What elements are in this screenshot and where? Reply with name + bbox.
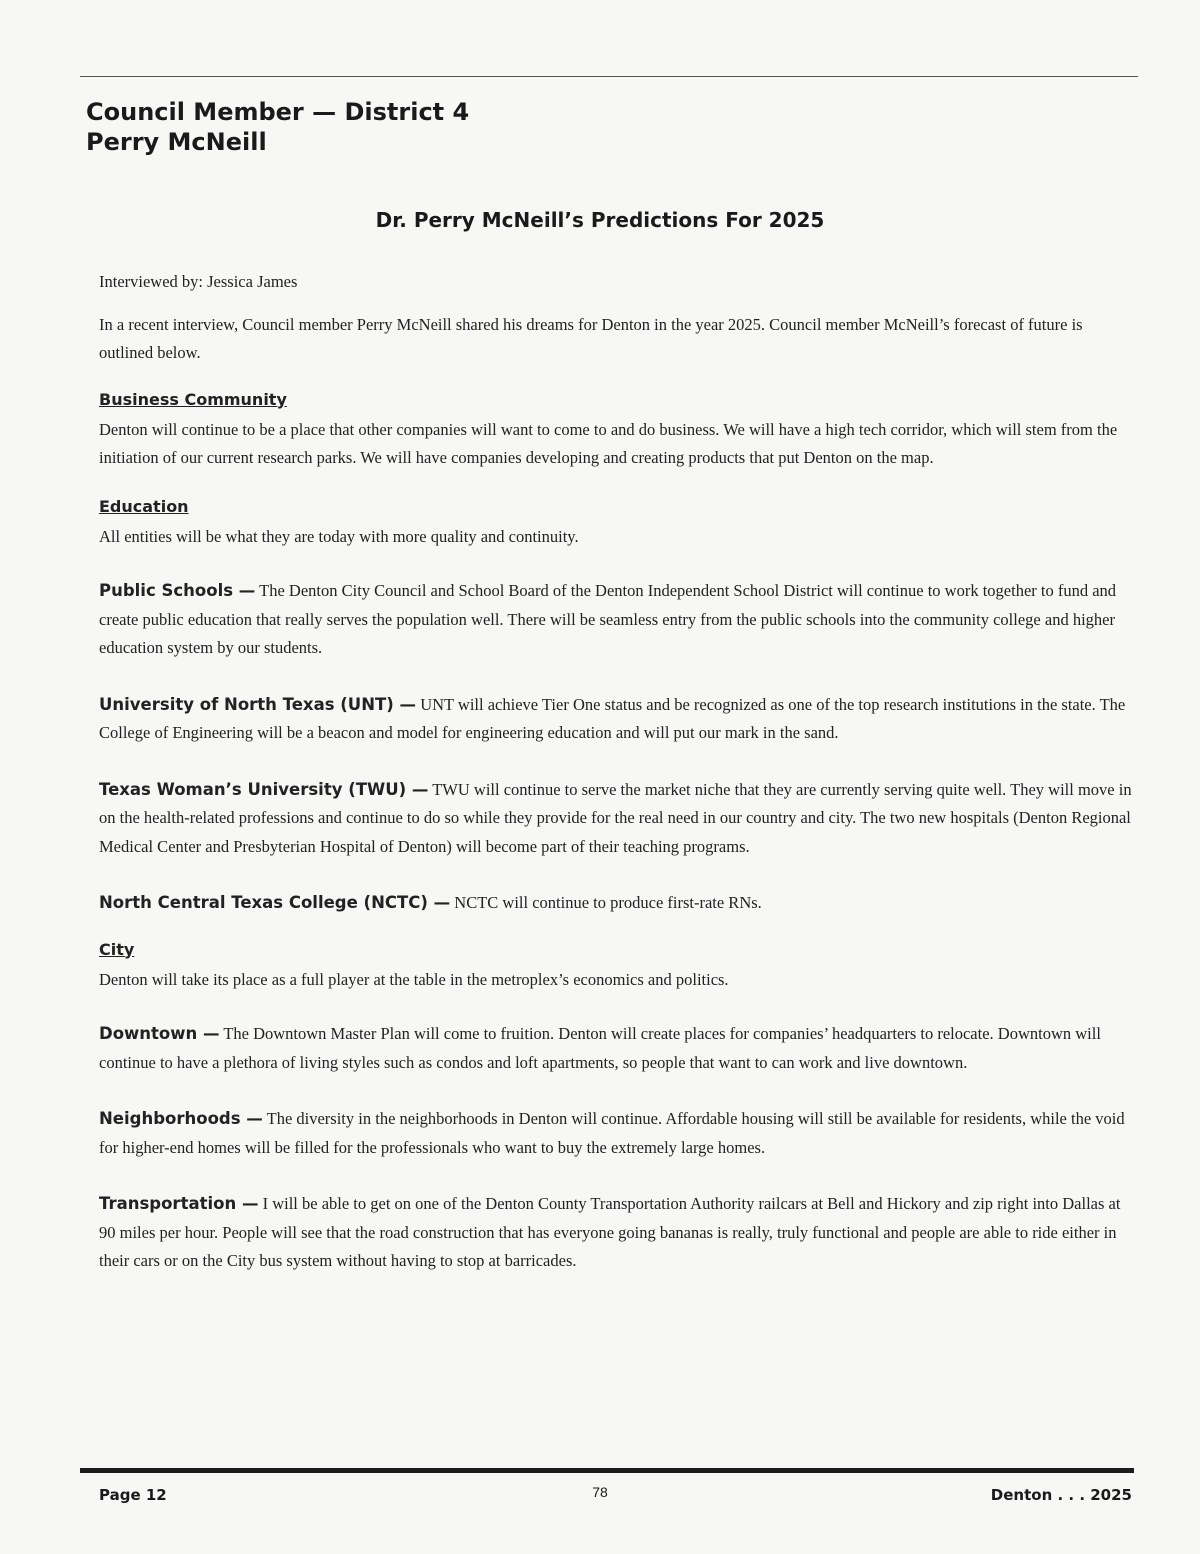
item-text: I will be able to get on one of the Denton County Transportation Authority railcars at Bell and Hickory and zip right into Dallas at 90 miles per hour. People will see that the road construction that has everyone going bananas is really, truly functional and people are able to ride either in their cars or on the City bus system without having to stop at barricades. [99,1194,1121,1270]
education-item-unt [99,691,1133,748]
section-heading-education: Education [99,496,189,516]
header-name: Perry McNeill [86,128,267,156]
footer-page-label: Page 12 [99,1486,167,1504]
city-item-downtown [99,1020,1133,1077]
article-body [99,268,1133,1276]
item-lead: Neighborhoods — [99,1109,263,1128]
item-lead: North Central Texas College (NCTC) — [99,893,451,912]
item-lead: Public Schools — [99,581,256,600]
city-item-neighborhoods [99,1105,1133,1162]
item-text: The Downtown Master Plan will come to fruition. Denton will create places for companies’ headquarters to relocate. Downtown will continue to have a plethora of living styles such as condos and loft apartments, so people that want to can work and live downtown. [99,1024,1101,1072]
education-item-twu [99,776,1133,862]
item-text: TWU will continue to serve the market niche that they are currently serving quite well. They will move in on the health-related professions and continue to do so while they provide for the real need in our country and city. The two new hospitals (Denton Regional Medical Center and Presbyterian Hospital of Denton) will become part of their teaching programs. [99,779,1132,856]
header-role: Council Member — District 4 [86,98,470,126]
item-text: The Denton City Council and School Board of the Denton Independent School District will continue to work together to fund and create public education that really serves the population well. There will be seamless entry from the public schools into the community college and higher education system by our students. [99,581,1117,657]
item-lead: Downtown — [99,1024,220,1043]
section-heading-business: Business Community [99,389,287,409]
footer-page-number: 78 [592,1484,608,1500]
page-header [86,97,469,157]
education-item-public-schools [99,577,1133,663]
item-text: UNT will achieve Tier One status and be recognized as one of the top research institutions in the state. The College of Engineering will be a beacon and model for engineering education and will put our mark in the sand. [99,694,1126,742]
item-lead: Transportation — [99,1194,259,1213]
city-item-transportation [99,1190,1133,1276]
education-paragraph: All entities will be what they are today with more quality and continuity. [99,526,579,546]
bottom-rule [80,1468,1134,1473]
item-text: The diversity in the neighborhoods in Denton will continue. Affordable housing will still be available for residents, while the void for higher-end homes will be filled for the professionals who want to buy the extremely large homes. [99,1109,1125,1157]
section-education [99,493,1133,918]
intro-paragraph: In a recent interview, Council member Perry McNeill shared his dreams for Denton in the year 2025. Council member McNeill’s forecast of future is outlined below. [99,314,1083,362]
footer-publication: Denton . . . 2025 [990,1486,1132,1504]
article-title: Dr. Perry McNeill’s Predictions For 2025 [375,208,825,232]
section-city [99,936,1133,1276]
interviewer-line: Interviewed by: Jessica James [99,272,298,291]
item-lead: Texas Woman’s University (TWU) — [99,779,429,799]
section-heading-city: City [99,939,135,959]
city-paragraph: Denton will take its place as a full player at the table in the metroplex’s economics and politics. [99,969,729,989]
business-paragraph: Denton will continue to be a place that other companies will want to come to and do business. We will have a high tech corridor, which will stem from the initiation of our current research parks. We will have companies developing and creating products that put Denton on the map. [99,419,1118,467]
item-lead: University of North Texas (UNT) — [99,694,417,714]
top-rule [80,76,1138,77]
section-business [99,386,1133,473]
item-text: NCTC will continue to produce first-rate RNs. [454,893,762,912]
education-item-nctc [99,889,1133,918]
